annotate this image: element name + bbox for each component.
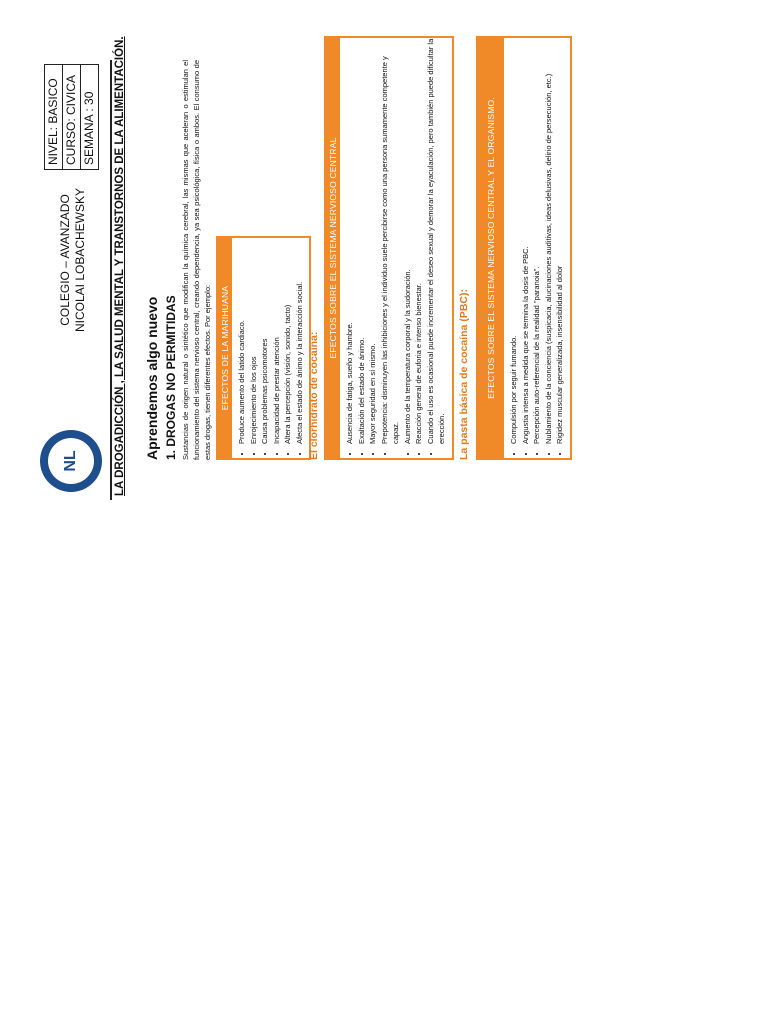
marihuana-effects-box [216,236,311,460]
pbc-list [508,38,566,458]
list-item: • Exaltación del estado de ánimo. [356,38,368,444]
info-course: CURSO: CIVICA [63,65,81,169]
document-title: LA DROGADICCIÓN , LA SALUD MENTAL Y TRANSTORNOS DE LA ALIMENTACIÓN. [114,36,126,496]
info-level: NIVEL: BASICO [45,65,63,169]
pbc-subtitle: La pasta básica de cocaína (PBC): [458,289,470,460]
list-item: • Cuando el uso es ocasional puede incrementar el deseo sexual y demorar la eyaculación, pero también puede dificultar la erección. [425,38,448,444]
section-title: 1. DROGAS NO PERMITIDAS [164,295,178,460]
list-item: • Prepotencia: disminuyen las inhibiciones y el individuo suele percibirse como una persona sumamente competente y capaz. [379,38,402,444]
list-item: • Ausencia de fatiga, sueño y hambre. [344,38,356,444]
logo-text: NL [48,438,94,484]
list-item: • Produce aumento del latido cardiaco. [236,238,248,444]
list-item: • Mayor seguridad en sí mismo. [367,38,379,444]
pbc-effects-box [476,36,572,460]
list-item: • Causa problemas psicomotores [259,238,271,444]
list-item: • Afecta el estado de ánimo y la interacción social. [294,238,306,444]
list-item: • Altera la percepción (visión, sonido, tacto) [282,238,294,444]
list-item: • Enrojecimiento de los ojos [248,238,260,444]
list-item: • Aumento de la temperatura corporal y la sudoración. [402,38,414,444]
cocaine-effects-box [324,36,454,460]
rotated-page-content [40,36,600,500]
school-name-line1: COLEGIO – AVANZADO [58,194,72,326]
pbc-box-header: EFECTOS SOBRE EL SISTEMA NERVIOSO CENTRAL Y EL ORGANISMO. [478,38,504,458]
cocaine-list [344,38,448,458]
info-week: SEMANA : 30 [82,91,96,165]
list-item: • Rigidez muscular generalizada, insensibilidad al dolor [554,38,566,444]
marihuana-list [236,238,305,458]
document-page [0,0,564,500]
course-info-box [44,64,99,170]
list-item: • Reacción general de euforia e intenso bienestar. [413,38,425,444]
marihuana-box-header: EFECTOS DE LA MARIHUANA [218,238,232,458]
list-item: • Nublamiento de la conciencia (suspicacia, alucinaciones auditivas, ideas delusivas, delirio de persecución, etc.) [543,38,555,444]
school-name [58,180,88,340]
header-rule [110,60,112,500]
cocaine-subtitle: El clorhidrato de cocaína: [308,331,320,460]
list-item: • Incapacidad de prestar atención [271,238,283,444]
list-item: • Compulsión por seguir fumando. [508,38,520,444]
list-item: • Angustia intensa a medida que se termina la dosis de PBC. [520,38,532,444]
intro-paragraph: Sustancias de origen natural o sintético que modifican la química cerebral, las mismas que aceleran o estimulan el funcionamiento del sistema nervioso central, creando dependencia, ya sea psicológica, física o ambos. El consumo de estas drogas, tienen diferentes efectos. Por ejemplo: [181,60,212,460]
school-logo [40,430,102,492]
cocaine-box-header: EFECTOS SOBRE EL SISTEMA NERVIOSO CENTRAL [326,38,340,458]
heading: Aprendemos algo nuevo [144,296,160,460]
list-item: • Percepción auto-referencial de la realidad "paranoia". [531,38,543,444]
school-name-line2: NICOLAI LOBACHEWSKY [73,187,87,333]
